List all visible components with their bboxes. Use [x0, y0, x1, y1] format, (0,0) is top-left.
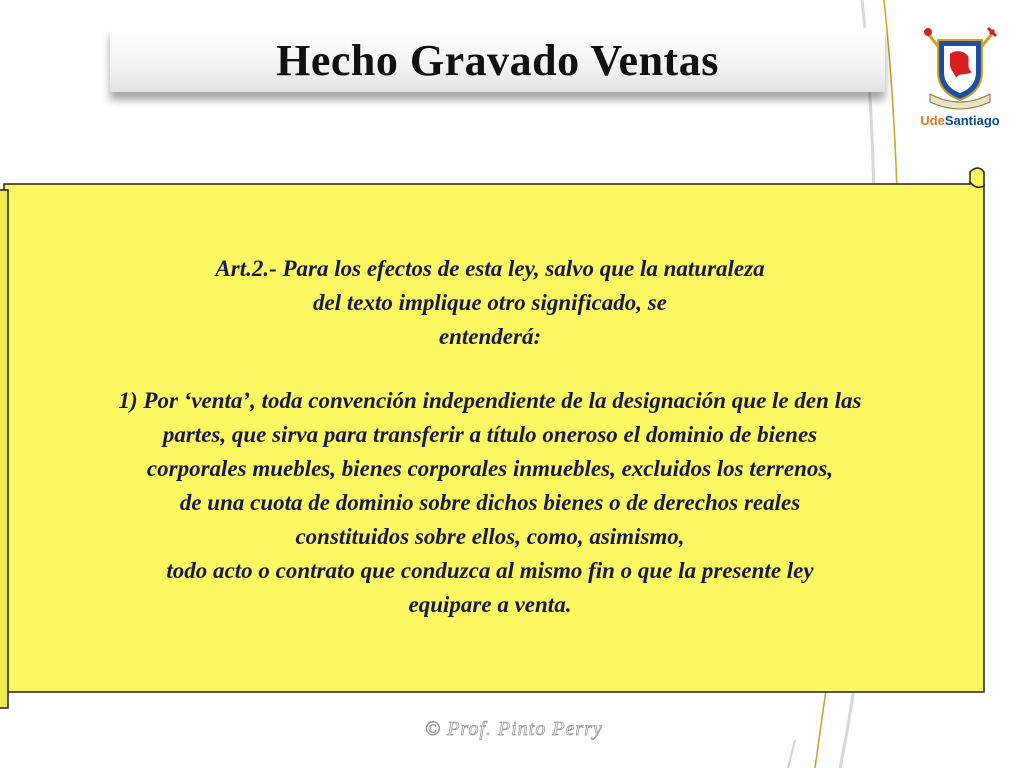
article-intro-line: Art.2.- Para los efectos de esta ley, salvo que la naturaleza: [215, 256, 765, 281]
article-intro-line: del texto implique otro significado, se: [313, 290, 667, 315]
article-item-line: de una cuota de dominio sobre dichos bienes o de derechos reales: [179, 490, 801, 515]
article-intro-line: entenderá:: [438, 324, 542, 349]
university-logo: [920, 20, 1000, 135]
article-item-line: constituidos sobre ellos, como, asimismo,: [295, 524, 685, 549]
author-watermark: © Prof. Pinto Perry: [425, 718, 603, 740]
title-banner: [110, 28, 885, 92]
article-text: [20, 252, 960, 622]
university-name: UdeSantiago: [920, 113, 1000, 128]
page-title: Hecho Gravado Ventas: [276, 35, 719, 85]
article-item-line: corporales muebles, bienes corporales inmuebles, excluidos los terrenos,: [146, 456, 834, 481]
scroll-panel: [0, 160, 1000, 720]
article-item-line: 1) Por ‘venta’, toda convención independiente de la designación que le den las: [118, 388, 862, 413]
article-item-line: partes, que sirva para transferir a título oneroso el dominio de bienes: [162, 422, 818, 447]
article-item-line: equipare a venta.: [408, 592, 572, 617]
article-item-line: todo acto o contrato que conduzca al mismo fin o que la presente ley: [166, 558, 814, 583]
university-shield-icon: [920, 20, 1000, 115]
